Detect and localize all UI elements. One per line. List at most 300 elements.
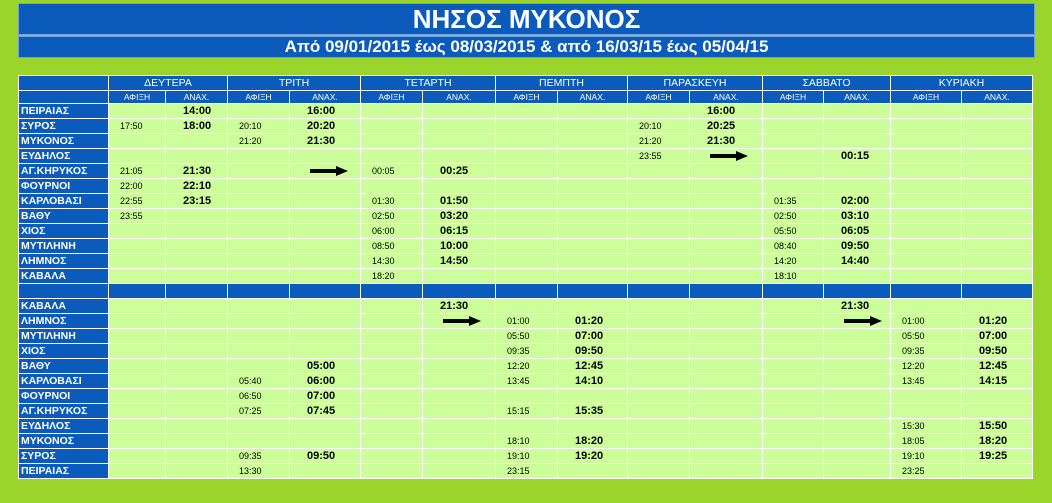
departure-time: 18:00 xyxy=(166,119,228,134)
departure-time: 16:00 xyxy=(690,104,763,119)
arrival-time xyxy=(361,434,423,449)
day-header: ΚΥΡΙΑΚΗ xyxy=(891,76,1033,91)
separator-cell xyxy=(228,284,290,299)
return-table-row xyxy=(19,344,1033,359)
arrival-time: 00:05 xyxy=(361,164,423,179)
arrival-time: 14:20 xyxy=(763,254,824,269)
arrival-time xyxy=(228,434,290,449)
departure-time: 00:25 xyxy=(423,164,496,179)
departure-time: 18:20 xyxy=(962,434,1033,449)
departure-time xyxy=(290,299,361,314)
separator-cell xyxy=(824,284,891,299)
departure-time xyxy=(558,209,628,224)
day-header-row xyxy=(19,76,1033,91)
outbound-table-row xyxy=(19,254,1033,269)
arrival-time: 22:00 xyxy=(109,179,166,194)
arrival-time xyxy=(109,269,166,284)
departure-header: ΑΝΑΧ. xyxy=(558,91,628,104)
departure-time: 21:30 xyxy=(423,299,496,314)
departure-time xyxy=(558,134,628,149)
port-name: ΚΑΡΛΟΒΑΣΙ xyxy=(19,374,109,389)
arrival-time xyxy=(496,389,558,404)
departure-time: 01:50 xyxy=(423,194,496,209)
arrival-time xyxy=(361,344,423,359)
arrival-time xyxy=(109,434,166,449)
arrival-time xyxy=(628,179,690,194)
arrival-time xyxy=(228,164,290,179)
arrival-time xyxy=(228,239,290,254)
departure-time: 18:20 xyxy=(558,434,628,449)
departure-time xyxy=(166,149,228,164)
departure-header: ΑΝΑΧ. xyxy=(290,91,361,104)
arrival-time xyxy=(228,269,290,284)
return-table-row xyxy=(19,359,1033,374)
arrival-time: 17:50 xyxy=(109,119,166,134)
departure-time: 14:50 xyxy=(423,254,496,269)
departure-time xyxy=(423,449,496,464)
continue-arrow-icon xyxy=(844,317,884,325)
day-header: ΠΕΜΠΤΗ xyxy=(496,76,628,91)
departure-time xyxy=(166,419,228,434)
departure-time: 21:30 xyxy=(166,164,228,179)
arrival-time xyxy=(891,104,962,119)
arrival-time xyxy=(361,314,423,329)
port-name: ΣΥΡΟΣ xyxy=(19,449,109,464)
arrival-time: 09:35 xyxy=(891,344,962,359)
departure-header: ΑΝΑΧ. xyxy=(962,91,1033,104)
arrival-time: 18:05 xyxy=(891,434,962,449)
departure-time xyxy=(690,464,763,479)
departure-time xyxy=(558,104,628,119)
departure-time: 21:30 xyxy=(290,134,361,149)
arrival-time xyxy=(628,464,690,479)
outbound-table-row xyxy=(19,269,1033,284)
departure-time xyxy=(690,449,763,464)
port-name: ΒΑΘΥ xyxy=(19,359,109,374)
arrival-time: 02:50 xyxy=(763,209,824,224)
departure-time xyxy=(690,389,763,404)
return-table-row xyxy=(19,389,1033,404)
departure-time xyxy=(290,464,361,479)
departure-time: 03:20 xyxy=(423,209,496,224)
departure-time: 19:20 xyxy=(558,449,628,464)
departure-time xyxy=(423,344,496,359)
arrival-time xyxy=(361,404,423,419)
arrival-time: 12:20 xyxy=(496,359,558,374)
arrival-time xyxy=(496,419,558,434)
separator-cell xyxy=(628,284,690,299)
arrival-time xyxy=(109,239,166,254)
departure-time xyxy=(690,314,763,329)
arrival-time xyxy=(228,254,290,269)
departure-time xyxy=(166,464,228,479)
arrival-time xyxy=(891,389,962,404)
departure-time: 15:50 xyxy=(962,419,1033,434)
arrival-time: 19:10 xyxy=(496,449,558,464)
departure-time xyxy=(558,389,628,404)
arrival-time xyxy=(891,224,962,239)
departure-time xyxy=(166,359,228,374)
arrival-header: ΑΦΙΞΗ xyxy=(361,91,423,104)
departure-time xyxy=(690,164,763,179)
departure-header: ΑΝΑΧ. xyxy=(166,91,228,104)
arrival-time xyxy=(496,299,558,314)
arrival-time xyxy=(361,119,423,134)
return-table-row xyxy=(19,374,1033,389)
arrival-time xyxy=(628,239,690,254)
departure-time: 22:10 xyxy=(166,179,228,194)
arrival-time xyxy=(361,149,423,164)
arrival-header: ΑΦΙΞΗ xyxy=(109,91,166,104)
departure-time: 09:50 xyxy=(962,344,1033,359)
port-name: ΚΑΒΑΛΑ xyxy=(19,299,109,314)
arrival-time xyxy=(628,104,690,119)
departure-time xyxy=(962,149,1033,164)
arrival-time xyxy=(496,224,558,239)
departure-time xyxy=(166,254,228,269)
departure-time xyxy=(166,299,228,314)
port-name: ΛΗΜΝΟΣ xyxy=(19,314,109,329)
arrival-time xyxy=(891,299,962,314)
departure-time: 10:00 xyxy=(423,239,496,254)
departure-time xyxy=(690,224,763,239)
arrival-time: 05:50 xyxy=(891,329,962,344)
header-corner xyxy=(19,76,109,91)
arrival-time xyxy=(891,179,962,194)
departure-time xyxy=(962,239,1033,254)
departure-time: 23:15 xyxy=(166,194,228,209)
separator-cell xyxy=(763,284,824,299)
arrival-time xyxy=(628,449,690,464)
outbound-table-row xyxy=(19,119,1033,134)
departure-time xyxy=(423,464,496,479)
departure-time xyxy=(824,179,891,194)
arrival-time: 15:15 xyxy=(496,404,558,419)
departure-time xyxy=(166,389,228,404)
departure-time xyxy=(824,269,891,284)
departure-time xyxy=(166,374,228,389)
departure-time xyxy=(166,209,228,224)
separator-cell xyxy=(166,284,228,299)
departure-time xyxy=(423,419,496,434)
departure-time xyxy=(558,269,628,284)
arrival-time xyxy=(763,374,824,389)
arrival-time xyxy=(763,464,824,479)
arrival-time xyxy=(496,269,558,284)
arrival-time xyxy=(891,149,962,164)
departure-time xyxy=(290,269,361,284)
arrival-time xyxy=(228,104,290,119)
departure-time: 16:00 xyxy=(290,104,361,119)
arrival-header: ΑΦΙΞΗ xyxy=(228,91,290,104)
departure-time xyxy=(690,254,763,269)
departure-header: ΑΝΑΧ. xyxy=(824,91,891,104)
departure-time xyxy=(824,119,891,134)
arrival-time: 18:10 xyxy=(763,269,824,284)
port-name: ΜΥΤΙΛΗΝΗ xyxy=(19,239,109,254)
arrival-time: 05:50 xyxy=(496,329,558,344)
arrival-time xyxy=(763,419,824,434)
departure-time xyxy=(558,299,628,314)
arrival-time xyxy=(628,314,690,329)
arrival-time xyxy=(891,254,962,269)
return-table-row xyxy=(19,314,1033,329)
arrival-time xyxy=(891,404,962,419)
page-title-text: ΝΗΣΟΣ ΜΥΚΟΝΟΣ xyxy=(412,3,641,34)
arrival-time: 23:15 xyxy=(496,464,558,479)
departure-time xyxy=(962,254,1033,269)
departure-time xyxy=(962,179,1033,194)
departure-time: 21:30 xyxy=(690,134,763,149)
departure-time xyxy=(690,434,763,449)
separator-cell xyxy=(423,284,496,299)
departure-time xyxy=(290,209,361,224)
departure-time xyxy=(824,374,891,389)
arrival-time xyxy=(109,374,166,389)
arrival-time xyxy=(763,119,824,134)
departure-time xyxy=(423,134,496,149)
port-name: ΜΥΚΟΝΟΣ xyxy=(19,434,109,449)
arrival-time: 18:10 xyxy=(496,434,558,449)
arrival-time xyxy=(496,179,558,194)
departure-time: 07:00 xyxy=(962,329,1033,344)
continue-arrow-icon xyxy=(310,167,350,175)
arrival-time: 01:35 xyxy=(763,194,824,209)
arrival-time xyxy=(763,434,824,449)
departure-time xyxy=(558,254,628,269)
arrival-time xyxy=(109,329,166,344)
departure-time xyxy=(558,119,628,134)
arrival-time xyxy=(496,209,558,224)
arrival-time xyxy=(763,134,824,149)
departure-time xyxy=(962,389,1033,404)
departure-time: 14:15 xyxy=(962,374,1033,389)
arrival-time xyxy=(109,419,166,434)
arrival-time xyxy=(228,329,290,344)
departure-time: 02:00 xyxy=(824,194,891,209)
arrival-time: 22:55 xyxy=(109,194,166,209)
arrival-time xyxy=(891,269,962,284)
outbound-table-row xyxy=(19,239,1033,254)
outbound-table-row xyxy=(19,179,1033,194)
departure-time xyxy=(558,194,628,209)
departure-time xyxy=(423,389,496,404)
departure-time xyxy=(423,434,496,449)
arrival-time xyxy=(891,194,962,209)
departure-time xyxy=(962,104,1033,119)
departure-time xyxy=(166,239,228,254)
arrival-time xyxy=(361,374,423,389)
arrival-time xyxy=(891,209,962,224)
departure-time xyxy=(423,359,496,374)
arrival-time xyxy=(628,344,690,359)
arrival-time xyxy=(628,329,690,344)
departure-time xyxy=(690,419,763,434)
arrival-time xyxy=(891,119,962,134)
arrival-time xyxy=(763,449,824,464)
header-corner xyxy=(19,91,109,104)
arrival-time xyxy=(109,104,166,119)
return-table-row xyxy=(19,434,1033,449)
departure-time: 12:45 xyxy=(962,359,1033,374)
departure-time xyxy=(166,404,228,419)
departure-time xyxy=(690,404,763,419)
outbound-table-row xyxy=(19,209,1033,224)
arrival-time xyxy=(109,149,166,164)
departure-time xyxy=(166,344,228,359)
arrival-header: ΑΦΙΞΗ xyxy=(628,91,690,104)
departure-time: 09:50 xyxy=(558,344,628,359)
departure-time xyxy=(962,224,1033,239)
departure-time xyxy=(558,149,628,164)
arrival-time xyxy=(228,194,290,209)
arrival-time: 23:55 xyxy=(109,209,166,224)
arrival-time xyxy=(628,389,690,404)
departure-time xyxy=(290,344,361,359)
departure-time xyxy=(962,464,1033,479)
departure-time xyxy=(166,434,228,449)
port-name: ΠΕΙΡΑΙΑΣ xyxy=(19,464,109,479)
departure-time xyxy=(423,329,496,344)
departure-time xyxy=(824,104,891,119)
departure-time xyxy=(824,314,891,329)
arrival-time xyxy=(628,299,690,314)
arrival-time: 13:45 xyxy=(496,374,558,389)
arrival-time xyxy=(109,344,166,359)
continue-arrow-icon xyxy=(443,317,483,325)
arrival-time: 23:55 xyxy=(628,149,690,164)
departure-time xyxy=(824,329,891,344)
arrival-time xyxy=(109,389,166,404)
arrival-header: ΑΦΙΞΗ xyxy=(891,91,962,104)
arrival-time xyxy=(763,104,824,119)
departure-time xyxy=(690,239,763,254)
arrival-time xyxy=(228,224,290,239)
departure-time xyxy=(166,329,228,344)
arrival-time xyxy=(109,359,166,374)
date-range-text: Από 09/01/2015 έως 08/03/2015 & από 16/03/15 έως 05/04/15 xyxy=(284,37,769,56)
arrival-time xyxy=(361,329,423,344)
departure-time xyxy=(824,449,891,464)
day-header: ΔΕΥΤΕΡΑ xyxy=(109,76,228,91)
departure-time xyxy=(423,374,496,389)
port-name: ΕΥΔΗΛΟΣ xyxy=(19,149,109,164)
arrival-header: ΑΦΙΞΗ xyxy=(763,91,824,104)
departure-time xyxy=(824,164,891,179)
departure-time: 14:40 xyxy=(824,254,891,269)
port-name: ΑΓ.ΚΗΡΥΚΟΣ xyxy=(19,404,109,419)
departure-time xyxy=(558,179,628,194)
departure-time xyxy=(690,269,763,284)
arrival-time: 12:20 xyxy=(891,359,962,374)
return-table-row xyxy=(19,464,1033,479)
departure-time: 01:20 xyxy=(558,314,628,329)
departure-time xyxy=(690,344,763,359)
port-name: ΑΓ.ΚΗΡΥΚΟΣ xyxy=(19,164,109,179)
separator-cell xyxy=(690,284,763,299)
separator-cell xyxy=(962,284,1033,299)
arrival-time: 19:10 xyxy=(891,449,962,464)
day-header: ΤΕΤΑΡΤΗ xyxy=(361,76,496,91)
departure-time xyxy=(290,224,361,239)
departure-time xyxy=(290,239,361,254)
departure-time: 03:10 xyxy=(824,209,891,224)
departure-time: 07:00 xyxy=(290,389,361,404)
arrival-time xyxy=(628,374,690,389)
arrival-time: 05:50 xyxy=(763,224,824,239)
arrival-time xyxy=(109,134,166,149)
return-table-row xyxy=(19,419,1033,434)
arrival-time: 08:50 xyxy=(361,239,423,254)
departure-time xyxy=(690,299,763,314)
arrival-time xyxy=(361,104,423,119)
arrival-time xyxy=(361,299,423,314)
arrival-time xyxy=(361,179,423,194)
section-separator xyxy=(19,284,1033,299)
arrival-time xyxy=(361,389,423,404)
arrival-time: 20:10 xyxy=(628,119,690,134)
departure-time: 06:05 xyxy=(824,224,891,239)
separator-cell xyxy=(109,284,166,299)
arrival-time xyxy=(109,404,166,419)
arrival-time: 09:35 xyxy=(228,449,290,464)
arrival-time: 01:00 xyxy=(496,314,558,329)
return-table-row xyxy=(19,299,1033,314)
departure-time xyxy=(558,239,628,254)
departure-time xyxy=(690,149,763,164)
arrival-time xyxy=(891,164,962,179)
arrival-time: 09:35 xyxy=(496,344,558,359)
arrival-time xyxy=(109,224,166,239)
port-name: ΧΙΟΣ xyxy=(19,224,109,239)
port-name: ΧΙΟΣ xyxy=(19,344,109,359)
arrival-time xyxy=(496,104,558,119)
arrival-time: 05:40 xyxy=(228,374,290,389)
departure-time xyxy=(824,434,891,449)
arrival-time xyxy=(628,269,690,284)
arrival-time: 21:20 xyxy=(628,134,690,149)
arrival-time: 02:50 xyxy=(361,209,423,224)
port-name: ΦΟΥΡΝΟΙ xyxy=(19,389,109,404)
departure-time xyxy=(423,179,496,194)
departure-time xyxy=(423,269,496,284)
separator-cell xyxy=(891,284,962,299)
departure-time xyxy=(824,419,891,434)
departure-time xyxy=(824,359,891,374)
departure-time xyxy=(290,194,361,209)
port-name: ΕΥΔΗΛΟΣ xyxy=(19,419,109,434)
departure-time: 01:20 xyxy=(962,314,1033,329)
departure-time: 07:00 xyxy=(558,329,628,344)
outbound-table-row xyxy=(19,134,1033,149)
departure-time: 14:00 xyxy=(166,104,228,119)
departure-time: 06:15 xyxy=(423,224,496,239)
arrival-time xyxy=(228,149,290,164)
arrival-time: 20:10 xyxy=(228,119,290,134)
departure-header: ΑΝΑΧ. xyxy=(690,91,763,104)
arrival-time: 21:05 xyxy=(109,164,166,179)
departure-time xyxy=(690,359,763,374)
departure-time: 12:45 xyxy=(558,359,628,374)
arrival-time xyxy=(763,359,824,374)
arrival-time: 08:40 xyxy=(763,239,824,254)
arrival-time: 06:00 xyxy=(361,224,423,239)
arrival-time: 01:30 xyxy=(361,194,423,209)
arrival-time xyxy=(228,299,290,314)
arrival-time xyxy=(228,314,290,329)
arrival-time xyxy=(496,134,558,149)
separator-cell xyxy=(290,284,361,299)
